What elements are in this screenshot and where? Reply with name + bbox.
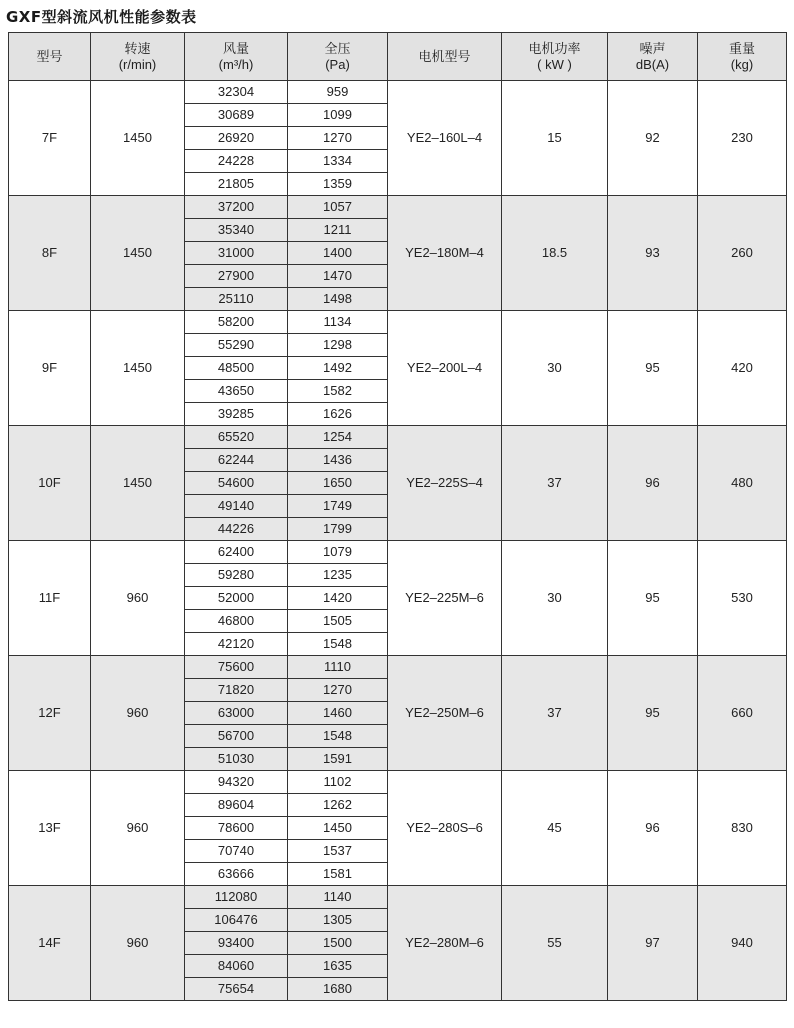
table-row [9, 426, 787, 449]
model-cell: 8F [9, 196, 91, 311]
performance-table [8, 32, 787, 1001]
airflow-cell: 112080 [185, 886, 288, 909]
noise-cell: 93 [608, 196, 698, 311]
speed-cell: 960 [91, 886, 185, 1001]
noise-cell: 96 [608, 771, 698, 886]
airflow-cell: 71820 [185, 679, 288, 702]
speed-cell: 1450 [91, 196, 185, 311]
model-cell: 10F [9, 426, 91, 541]
table-row [9, 771, 787, 794]
pressure-cell: 1102 [288, 771, 388, 794]
weight-cell: 230 [698, 81, 787, 196]
noise-cell: 97 [608, 886, 698, 1001]
airflow-cell: 27900 [185, 265, 288, 288]
pressure-cell: 959 [288, 81, 388, 104]
airflow-cell: 94320 [185, 771, 288, 794]
airflow-cell: 51030 [185, 748, 288, 771]
noise-cell: 95 [608, 656, 698, 771]
pressure-cell: 1626 [288, 403, 388, 426]
airflow-cell: 75654 [185, 978, 288, 1001]
table-row [9, 656, 787, 679]
model-cell: 13F [9, 771, 91, 886]
pressure-cell: 1254 [288, 426, 388, 449]
motor-power-cell: 30 [502, 311, 608, 426]
weight-cell: 940 [698, 886, 787, 1001]
motor-model-cell: YE2–160L–4 [388, 81, 502, 196]
airflow-cell: 32304 [185, 81, 288, 104]
table-row [9, 541, 787, 564]
pressure-cell: 1235 [288, 564, 388, 587]
weight-cell: 480 [698, 426, 787, 541]
pressure-cell: 1334 [288, 150, 388, 173]
header-speed: 转速 (r/min) [91, 33, 185, 81]
weight-cell: 530 [698, 541, 787, 656]
pressure-cell: 1799 [288, 518, 388, 541]
motor-model-cell: YE2–200L–4 [388, 311, 502, 426]
motor-power-cell: 18.5 [502, 196, 608, 311]
airflow-cell: 26920 [185, 127, 288, 150]
airflow-cell: 48500 [185, 357, 288, 380]
table-row [9, 311, 787, 334]
airflow-cell: 54600 [185, 472, 288, 495]
speed-cell: 1450 [91, 311, 185, 426]
noise-cell: 95 [608, 311, 698, 426]
noise-cell: 96 [608, 426, 698, 541]
pressure-cell: 1270 [288, 679, 388, 702]
pressure-cell: 1498 [288, 288, 388, 311]
airflow-cell: 55290 [185, 334, 288, 357]
pressure-cell: 1305 [288, 909, 388, 932]
speed-cell: 1450 [91, 81, 185, 196]
airflow-cell: 63000 [185, 702, 288, 725]
airflow-cell: 58200 [185, 311, 288, 334]
weight-cell: 660 [698, 656, 787, 771]
page-title: GXF型斜流风机性能参数表 [6, 8, 197, 26]
airflow-cell: 62400 [185, 541, 288, 564]
model-cell: 7F [9, 81, 91, 196]
motor-model-cell: YE2–280S–6 [388, 771, 502, 886]
table-row [9, 886, 787, 909]
pressure-cell: 1492 [288, 357, 388, 380]
model-cell: 14F [9, 886, 91, 1001]
airflow-cell: 31000 [185, 242, 288, 265]
speed-cell: 960 [91, 771, 185, 886]
model-cell: 11F [9, 541, 91, 656]
pressure-cell: 1110 [288, 656, 388, 679]
motor-model-cell: YE2–280M–6 [388, 886, 502, 1001]
pressure-cell: 1500 [288, 932, 388, 955]
pressure-cell: 1099 [288, 104, 388, 127]
airflow-cell: 43650 [185, 380, 288, 403]
airflow-cell: 106476 [185, 909, 288, 932]
motor-power-cell: 37 [502, 656, 608, 771]
table-body [9, 81, 787, 1001]
pressure-cell: 1680 [288, 978, 388, 1001]
header-airflow: 风量 (m³/h) [185, 33, 288, 81]
weight-cell: 260 [698, 196, 787, 311]
pressure-cell: 1470 [288, 265, 388, 288]
motor-model-cell: YE2–180M–4 [388, 196, 502, 311]
pressure-cell: 1079 [288, 541, 388, 564]
pressure-cell: 1581 [288, 863, 388, 886]
motor-power-cell: 37 [502, 426, 608, 541]
table-header [9, 33, 787, 81]
pressure-cell: 1359 [288, 173, 388, 196]
table-row [9, 196, 787, 219]
weight-cell: 420 [698, 311, 787, 426]
motor-power-cell: 15 [502, 81, 608, 196]
motor-model-cell: YE2–250M–6 [388, 656, 502, 771]
model-cell: 9F [9, 311, 91, 426]
pressure-cell: 1134 [288, 311, 388, 334]
motor-model-cell: YE2–225M–6 [388, 541, 502, 656]
airflow-cell: 70740 [185, 840, 288, 863]
noise-cell: 95 [608, 541, 698, 656]
model-cell: 12F [9, 656, 91, 771]
pressure-cell: 1400 [288, 242, 388, 265]
pressure-cell: 1582 [288, 380, 388, 403]
airflow-cell: 24228 [185, 150, 288, 173]
airflow-cell: 30689 [185, 104, 288, 127]
airflow-cell: 65520 [185, 426, 288, 449]
airflow-cell: 93400 [185, 932, 288, 955]
header-model: 型号 [9, 33, 91, 81]
airflow-cell: 75600 [185, 656, 288, 679]
pressure-cell: 1548 [288, 725, 388, 748]
airflow-cell: 49140 [185, 495, 288, 518]
pressure-cell: 1436 [288, 449, 388, 472]
header-motor-power: 电机功率 ( kW ) [502, 33, 608, 81]
header-weight: 重量 (kg) [698, 33, 787, 81]
airflow-cell: 52000 [185, 587, 288, 610]
airflow-cell: 56700 [185, 725, 288, 748]
speed-cell: 960 [91, 541, 185, 656]
airflow-cell: 62244 [185, 449, 288, 472]
header-motor-model: 电机型号 [388, 33, 502, 81]
pressure-cell: 1537 [288, 840, 388, 863]
table-row [9, 81, 787, 104]
speed-cell: 1450 [91, 426, 185, 541]
airflow-cell: 59280 [185, 564, 288, 587]
pressure-cell: 1505 [288, 610, 388, 633]
pressure-cell: 1420 [288, 587, 388, 610]
pressure-cell: 1140 [288, 886, 388, 909]
pressure-cell: 1749 [288, 495, 388, 518]
header-pressure: 全压 (Pa) [288, 33, 388, 81]
airflow-cell: 37200 [185, 196, 288, 219]
airflow-cell: 89604 [185, 794, 288, 817]
airflow-cell: 63666 [185, 863, 288, 886]
airflow-cell: 21805 [185, 173, 288, 196]
airflow-cell: 35340 [185, 219, 288, 242]
pressure-cell: 1262 [288, 794, 388, 817]
pressure-cell: 1548 [288, 633, 388, 656]
airflow-cell: 46800 [185, 610, 288, 633]
pressure-cell: 1460 [288, 702, 388, 725]
header-noise: 噪声 dB(A) [608, 33, 698, 81]
airflow-cell: 25110 [185, 288, 288, 311]
noise-cell: 92 [608, 81, 698, 196]
pressure-cell: 1635 [288, 955, 388, 978]
speed-cell: 960 [91, 656, 185, 771]
pressure-cell: 1270 [288, 127, 388, 150]
pressure-cell: 1591 [288, 748, 388, 771]
pressure-cell: 1650 [288, 472, 388, 495]
airflow-cell: 42120 [185, 633, 288, 656]
motor-power-cell: 55 [502, 886, 608, 1001]
weight-cell: 830 [698, 771, 787, 886]
airflow-cell: 39285 [185, 403, 288, 426]
airflow-cell: 78600 [185, 817, 288, 840]
pressure-cell: 1450 [288, 817, 388, 840]
pressure-cell: 1298 [288, 334, 388, 357]
motor-model-cell: YE2–225S–4 [388, 426, 502, 541]
pressure-cell: 1057 [288, 196, 388, 219]
airflow-cell: 84060 [185, 955, 288, 978]
airflow-cell: 44226 [185, 518, 288, 541]
pressure-cell: 1211 [288, 219, 388, 242]
header-row [9, 33, 787, 81]
motor-power-cell: 30 [502, 541, 608, 656]
motor-power-cell: 45 [502, 771, 608, 886]
